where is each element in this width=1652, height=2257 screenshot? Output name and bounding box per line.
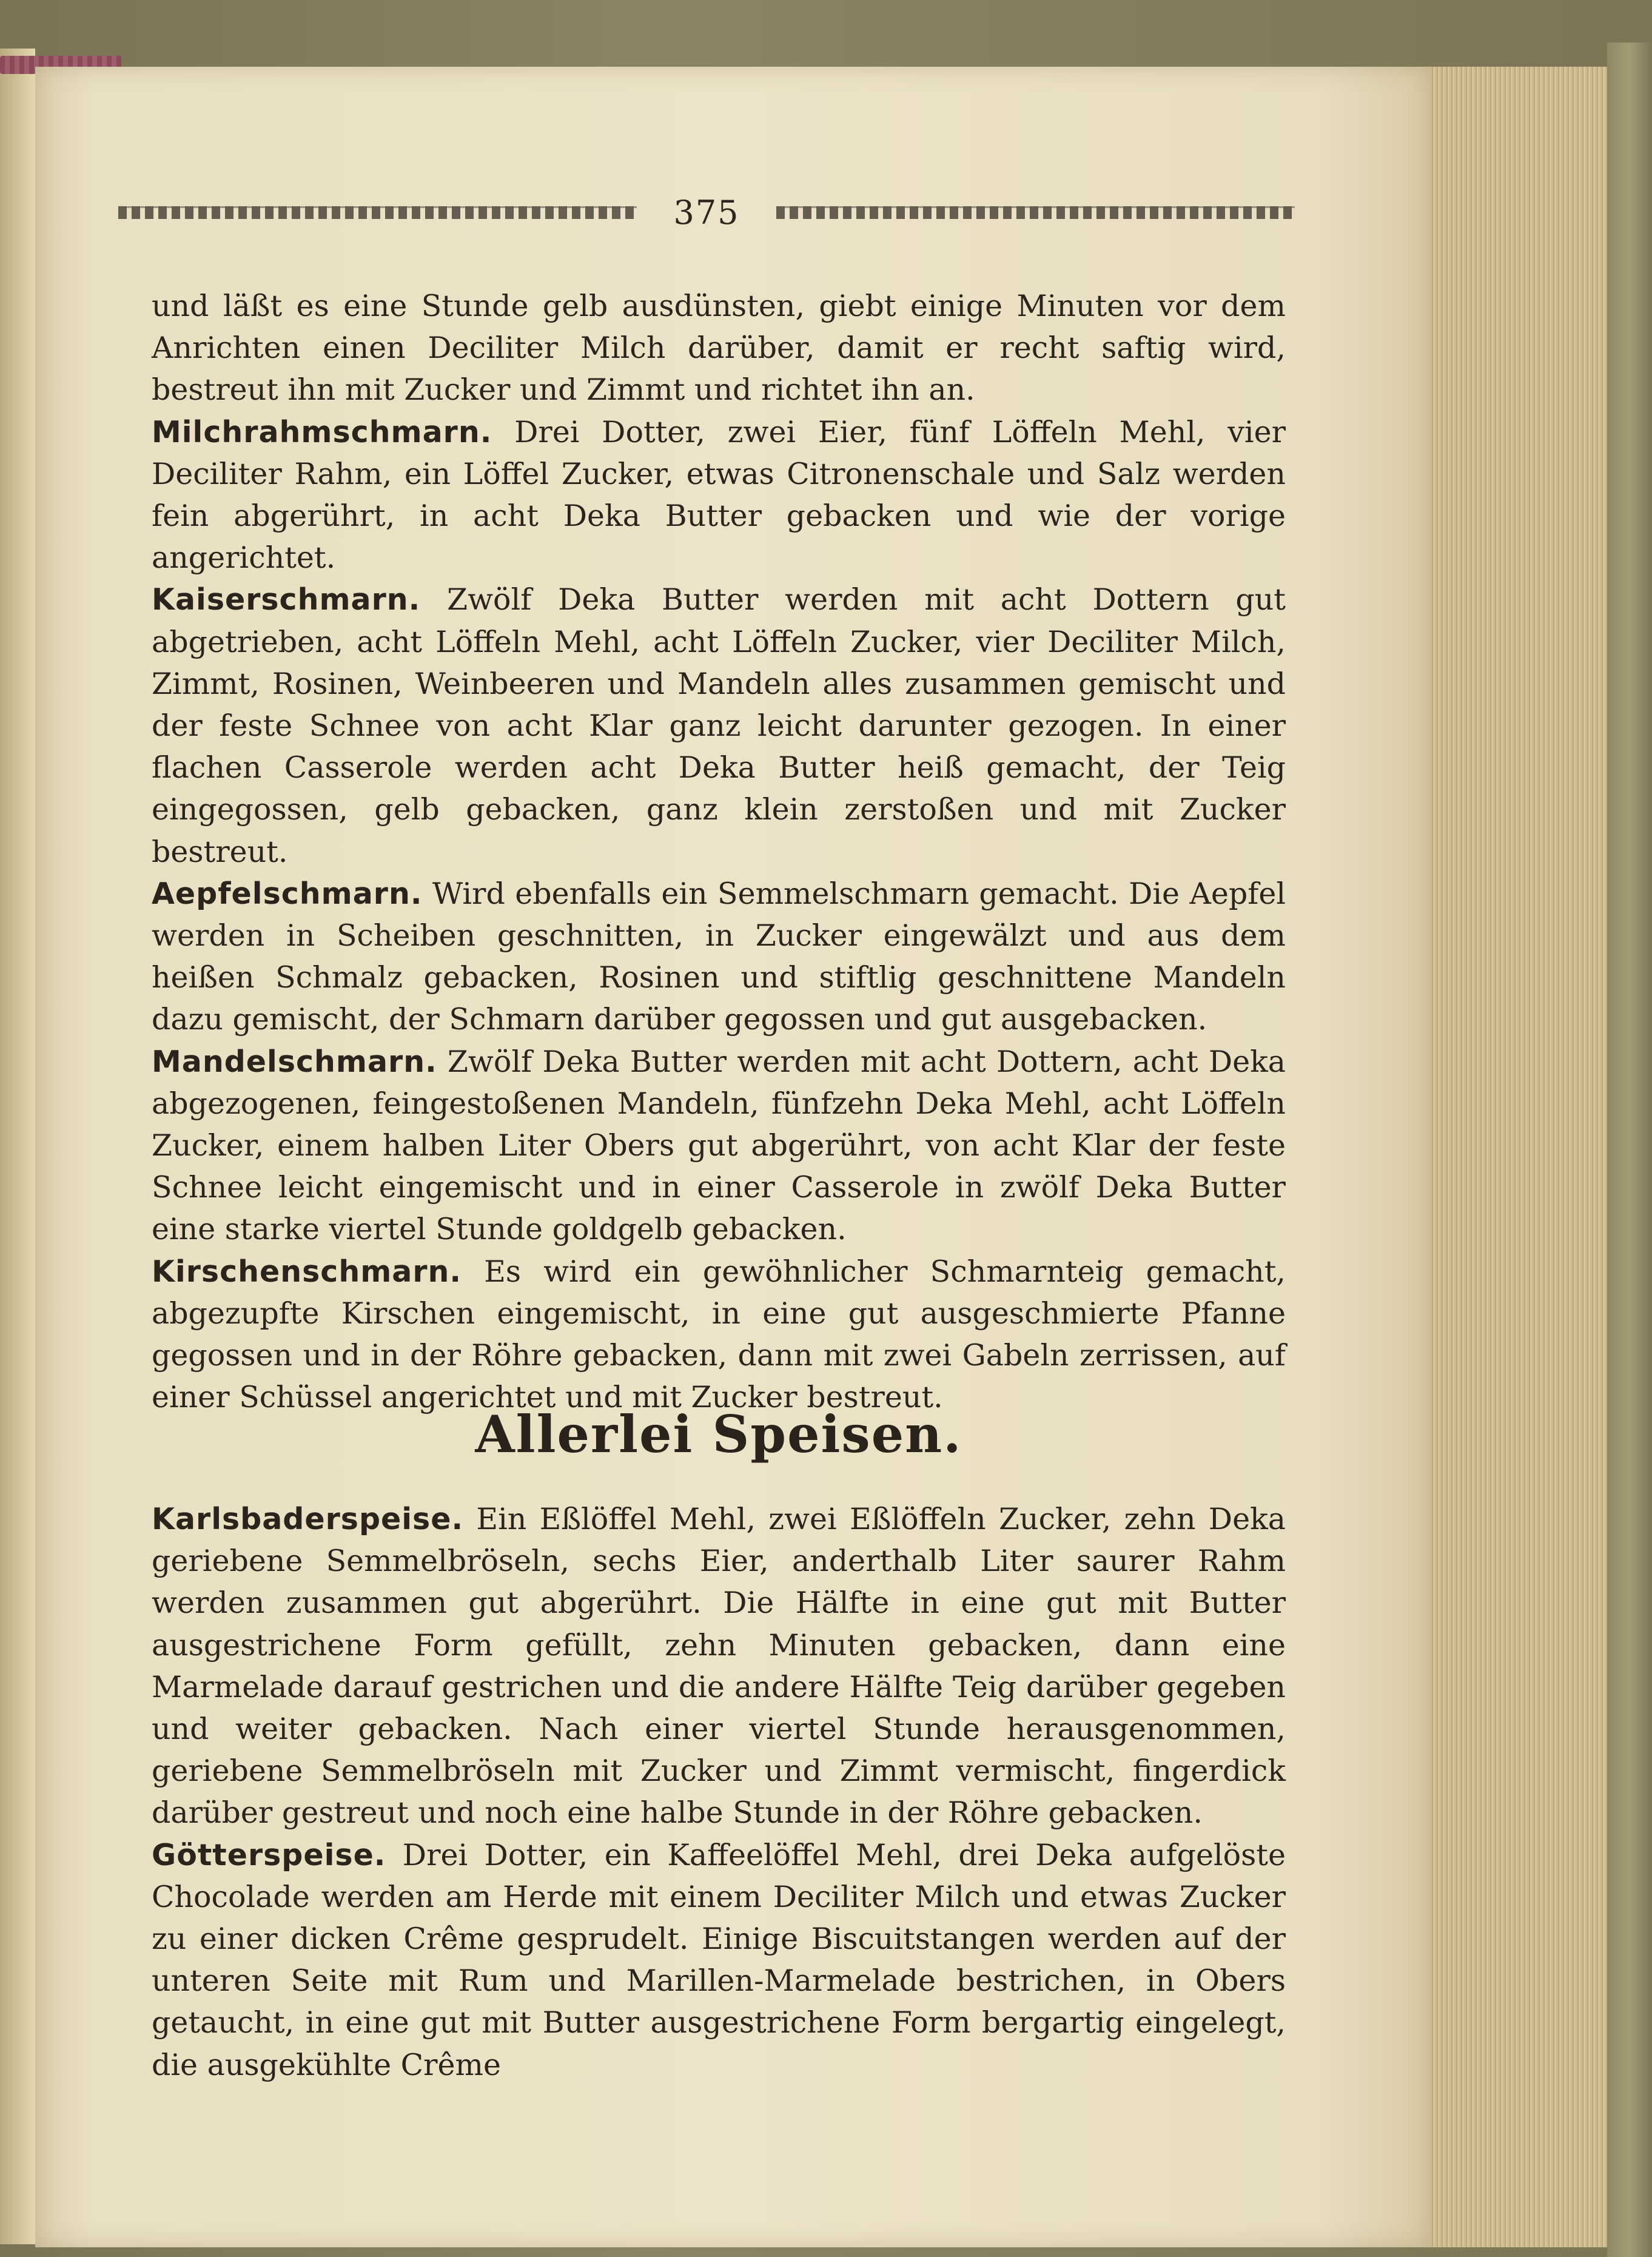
page-header — [118, 191, 1295, 234]
section-title: Allerlei Speisen. — [475, 1404, 962, 1464]
recipe-entry — [152, 1041, 1286, 1251]
recipe-text: Drei Dotter, ein Kaffeelöffel Mehl, drei Deka aufgelöste Chocolade werden am Herde mit einem Deciliter Milch und etwas Zucker zu einer dicken Crême gesprudelt. Einige Biscuitstangen werden auf der unteren Seite mit Rum und Marillen-Marmelade bestrichen, in Obers getaucht, in eine gut mit Butter ausgestrichene Form bergartig eingelegt, die ausgekühlte Crême — [152, 1837, 1286, 2082]
recipe-text: Zwölf Deka Butter werden mit acht Dottern, acht Deka abgezogenen, feingestoßenen Mandeln, fünfzehn Deka Mehl, acht Löffeln Zucker, einem halben Liter Obers gut abgerührt, von acht Klar der feste Schnee leicht eingemischt und in einer Casserole in zwölf Deka Butter eine starke viertel Stunde goldgelb gebacken. — [152, 1044, 1286, 1247]
recipe-title: Kaiserschmarn. — [152, 582, 421, 617]
recipe-text: Drei Dotter, zwei Eier, fünf Löffeln Mehl, vier Deciliter Rahm, ein Löffel Zucker, etwas Citronenschale und Salz werden fein abgerührt, in acht Deka Butter gebacken und wie der vorige angerichtet. — [152, 414, 1286, 576]
recipe-text: Ein Eßlöffel Mehl, zwei Eßlöffeln Zucker, zehn Deka geriebene Semmelbröseln, sechs Eier, anderthalb Liter saurer Rahm werden zusammen gut abgerührt. Die Hälfte in eine gut mit Butter ausgestrichene Form gefüllt, zehn Minuten gebacken, dann eine Marmelade darauf gestrichen und die andere Hälfte Teig darüber gegeben und weiter gebacken. Nach einer viertel Stunde herausgenommen, geriebene Semmelbröseln mit Zucker und Zimmt vermischt, fingerdick darüber gestreut und noch eine halbe Stunde in der Röhre gebacken. — [152, 1502, 1286, 1831]
recipe-entry — [152, 1834, 1286, 2086]
page-number: 375 — [673, 193, 740, 232]
cover-edge — [1607, 42, 1652, 2257]
page-block-edge — [1430, 67, 1607, 2247]
recipe-title: Aepfelschmarn. — [152, 876, 423, 911]
recipe-entry — [152, 579, 1286, 872]
continued-paragraph: und läßt es eine Stunde gelb ausdünsten, giebt einige Minuten vor dem Anrichten einen Deciliter Milch darüber, damit er recht saftig wird, bestreut ihn mit Zucker und Zimmt und richtet ihn an. — [152, 289, 1286, 408]
recipe-entry — [152, 411, 1286, 579]
recipe-entry — [152, 1251, 1286, 1419]
body-text-bottom — [152, 1498, 1286, 2086]
recipe-title: Mandelschmarn. — [152, 1044, 437, 1079]
left-page-edge — [0, 49, 35, 2244]
recipe-text: Es wird ein gewöhnlicher Schmarnteig gemacht, abgezupfte Kirschen eingemischt, in eine gut ausgeschmierte Pfanne gegossen und in der Röhre gebacken, dann mit zwei Gabeln zerrissen, auf einer Schüssel angerichtet und mit Zucker bestreut. — [152, 1254, 1286, 1415]
recipe-entry — [152, 1498, 1286, 1834]
header-ornament-left — [118, 206, 637, 219]
recipe-entry — [152, 873, 1286, 1041]
recipe-title: Milchrahmschmarn. — [152, 414, 492, 449]
recipe-text: Wird ebenfalls ein Semmelschmarn gemacht. Die Aepfel werden in Scheiben geschnitten, in Zucker eingewälzt und aus dem heißen Schmalz gebacken, Rosinen und stiftlig geschnittene Mandeln dazu gemischt, der Schmarn darüber gegossen und gut ausgebacken. — [152, 876, 1286, 1037]
recipe-title: Kirschenschmarn. — [152, 1254, 462, 1289]
body-text-top — [152, 285, 1286, 1418]
recipe-title: Karlsbaderspeise. — [152, 1502, 464, 1536]
header-ornament-right — [776, 206, 1295, 219]
recipe-title: Götterspeise. — [152, 1837, 386, 1872]
recipe-text: Zwölf Deka Butter werden mit acht Dottern gut abgetrieben, acht Löffeln Mehl, acht Löffeln Zucker, vier Deciliter Milch, Zimmt, Rosinen, Weinbeeren und Mandeln alles zusammen gemischt und der feste Schnee von acht Klar ganz leicht darunter gezogen. In einer flachen Casserole werden acht Deka Butter heiß gemacht, der Teig eingegossen, gelb gebacken, ganz klein zerstoßen und mit Zucker bestreut. — [152, 582, 1286, 869]
